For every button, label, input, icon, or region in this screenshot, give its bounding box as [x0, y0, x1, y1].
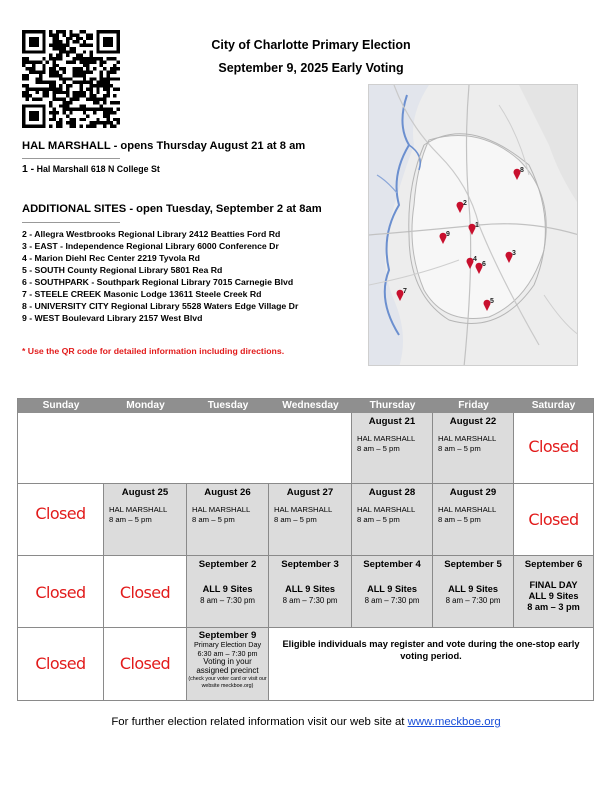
day-cell-sep7 — [18, 628, 104, 700]
date-label: September 9 — [198, 630, 257, 641]
date-label: August 22 — [449, 416, 497, 427]
eligibility-note-cell — [269, 628, 593, 700]
early-voting-calendar — [17, 398, 594, 701]
footer-text: For further election related information visit our web site at — [111, 716, 405, 728]
day-header-tuesday: Tuesday — [187, 399, 269, 413]
hours: 8 am – 3 pm — [527, 602, 580, 612]
day-cell-aug29 — [433, 484, 514, 556]
election-day-hours: 6:30 am – 7:30 pm — [197, 648, 258, 658]
list-item: 5 - SOUTH County Regional Library 5801 Rea Rd — [22, 265, 223, 276]
fine-print: (check your voter card or visit our website meckboe.org) — [188, 676, 267, 689]
hours: 8 am – 7:30 pm — [364, 596, 420, 605]
marker-label: 5 — [490, 298, 494, 305]
day-cell-aug27 — [269, 484, 352, 556]
date-label: August 25 — [121, 487, 169, 498]
day-cell-aug23 — [514, 413, 593, 484]
list-item: 8 - UNIVERSITY CITY Regional Library 5528 Waters Edge Village Dr — [22, 301, 299, 312]
list-item: 2 - Allegra Westbrooks Regional Library 2412 Beatties Ford Rd — [22, 229, 281, 239]
site-list — [22, 228, 298, 324]
day-cell-aug21 — [352, 413, 433, 484]
site-name: HAL MARSHALL — [274, 505, 333, 514]
day-cell-aug26 — [187, 484, 269, 556]
all-sites-label: ALL 9 Sites — [367, 584, 417, 594]
date-label: August 29 — [449, 487, 497, 498]
all-sites-label: ALL 9 Sites — [448, 584, 498, 594]
day-cell-sep6 — [514, 556, 593, 628]
marker-label: 2 — [463, 200, 467, 207]
marker-label: 7 — [403, 288, 407, 295]
site-number: 1 - — [22, 164, 35, 175]
closed-label: Closed — [35, 583, 86, 602]
list-item: 3 - EAST - Independence Regional Library 6000 Conference Dr — [22, 241, 279, 252]
final-day-label: FINAL DAY — [529, 580, 578, 590]
day-cell-sep4 — [352, 556, 433, 628]
qr-note: * Use the QR code for detailed information including directions. — [22, 346, 285, 356]
day-header-monday: Monday — [104, 399, 187, 413]
closed-label: Closed — [35, 654, 86, 673]
day-cell-sep3 — [269, 556, 352, 628]
site-name: HAL MARSHALL — [192, 505, 251, 514]
list-item: 4 - Marion Diehl Rec Center 2219 Tyvola Rd — [22, 253, 200, 264]
day-cell-aug31 — [18, 556, 104, 628]
closed-label: Closed — [119, 583, 171, 602]
day-header-sunday: Sunday — [18, 399, 104, 413]
title-line-2: September 9, 2025 Early Voting — [218, 61, 404, 75]
website-link[interactable]: www.meckboe.org — [407, 716, 501, 728]
election-day-label: Primary Election Day — [193, 640, 262, 649]
marker-label: 1 — [475, 222, 479, 229]
election-day-note-2: assigned precinct — [196, 665, 259, 675]
site-name: HAL MARSHALL — [357, 505, 416, 514]
marker-label: 9 — [446, 231, 450, 238]
hours: 8 am – 5 pm — [274, 514, 317, 524]
title-line-1: City of Charlotte Primary Election — [211, 38, 411, 52]
divider — [22, 222, 120, 223]
site-name: HAL MARSHALL — [109, 505, 168, 514]
date-label: September 5 — [444, 559, 502, 570]
date-label: September 2 — [198, 559, 257, 570]
empty-cell — [18, 413, 352, 484]
day-header-friday: Friday — [433, 399, 514, 413]
day-header-wednesday: Wednesday — [269, 399, 352, 413]
closed-label: Closed — [528, 437, 579, 456]
list-item: 6 - SOUTHPARK - Southpark Regional Library 7015 Carnegie Blvd — [22, 277, 294, 288]
closed-label: Closed — [119, 654, 171, 673]
hours: 8 am – 5 pm — [357, 514, 400, 524]
hours: 8 am – 7:30 pm — [282, 596, 338, 605]
all-sites-label: ALL 9 Sites — [528, 591, 579, 601]
day-header-thursday: Thursday — [352, 399, 433, 413]
additional-sites-heading: ADDITIONAL SITES - open Tuesday, September 2 at 8am — [22, 203, 322, 215]
day-cell-aug25 — [104, 484, 187, 556]
hours: 8 am – 7:30 pm — [200, 596, 255, 605]
hours: 8 am – 7:30 pm — [445, 596, 501, 605]
marker-label: 3 — [512, 250, 516, 257]
closed-label: Closed — [528, 510, 579, 529]
day-cell-sep5 — [433, 556, 514, 628]
hours: 8 am – 5 pm — [438, 443, 481, 453]
day-cell-sep8 — [104, 628, 187, 700]
date-label: August 26 — [204, 487, 251, 498]
date-label: August 21 — [368, 416, 416, 427]
list-item: 9 - WEST Boulevard Library 2157 West Blvd — [22, 313, 203, 324]
date-label: August 28 — [368, 487, 416, 498]
eligibility-note: Eligible individuals may register and vote during the one-stop early voting period. — [282, 639, 580, 661]
hal-marshall-heading: HAL MARSHALL - opens Thursday August 21 at 8 am — [22, 140, 306, 152]
list-item: 7 - STEELE CREEK Masonic Lodge 13611 Steele Creek Rd — [22, 289, 262, 300]
day-header-saturday: Saturday — [514, 399, 593, 413]
site-text: Hal Marshall 618 N College St — [36, 164, 160, 174]
site-map — [368, 84, 578, 366]
qr-code[interactable] — [22, 30, 120, 128]
all-sites-label: ALL 9 Sites — [285, 584, 335, 594]
hours: 8 am – 5 pm — [109, 514, 152, 524]
day-cell-aug22 — [433, 413, 514, 484]
hours: 8 am – 5 pm — [357, 443, 400, 453]
hours: 8 am – 5 pm — [192, 514, 235, 524]
site-name: HAL MARSHALL — [438, 434, 497, 443]
day-cell-sep1 — [104, 556, 187, 628]
date-label: September 3 — [281, 559, 339, 570]
date-label: September 6 — [524, 559, 583, 570]
footer — [0, 716, 612, 728]
site-name: HAL MARSHALL — [357, 434, 416, 443]
election-day-note-1: Voting in your — [203, 657, 252, 667]
day-cell-aug30 — [514, 484, 593, 556]
site-name: HAL MARSHALL — [438, 505, 497, 514]
hal-marshall-site — [22, 164, 160, 175]
hours: 8 am – 5 pm — [438, 514, 481, 524]
date-label: September 4 — [363, 559, 421, 570]
marker-label: 6 — [482, 261, 486, 268]
date-label: August 27 — [286, 487, 334, 498]
day-cell-aug24 — [18, 484, 104, 556]
marker-label: 4 — [473, 256, 477, 263]
day-cell-sep2 — [187, 556, 269, 628]
marker-label: 8 — [520, 167, 524, 174]
day-cell-aug28 — [352, 484, 433, 556]
divider — [22, 158, 120, 159]
all-sites-label: ALL 9 Sites — [202, 584, 253, 594]
closed-label: Closed — [35, 504, 86, 523]
day-cell-sep9 — [187, 628, 269, 700]
